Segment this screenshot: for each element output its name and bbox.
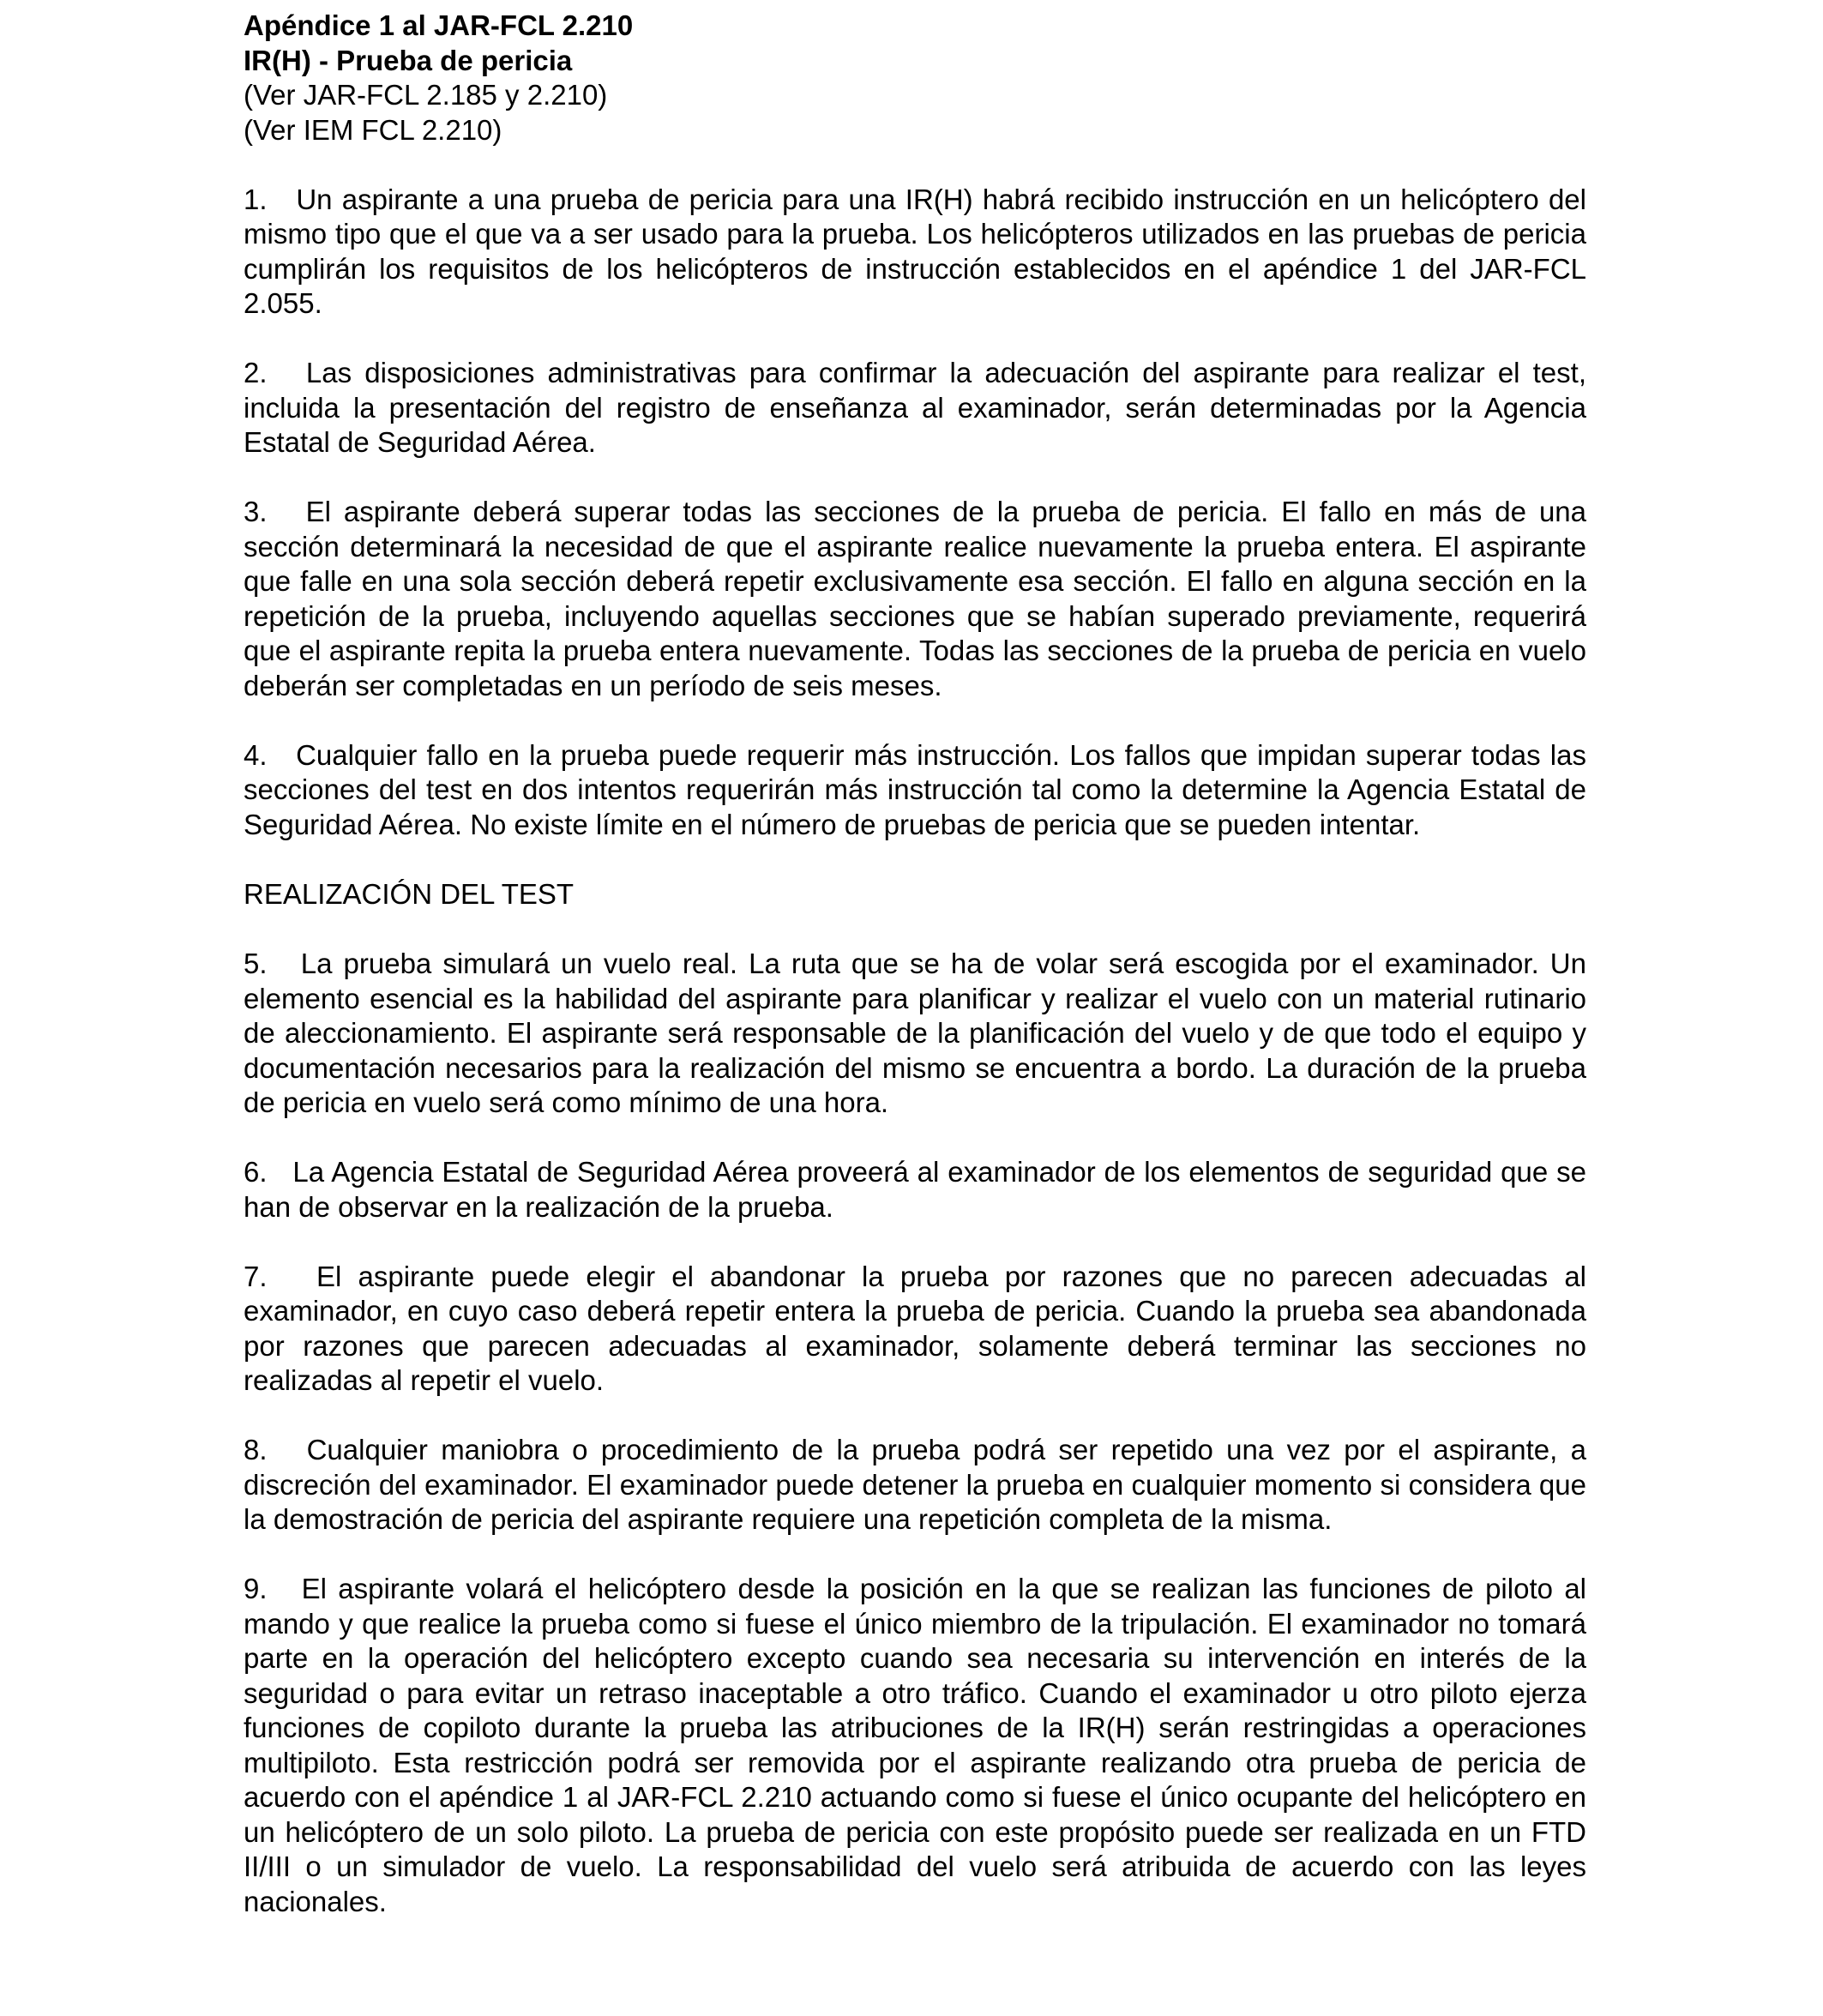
reference-line-1: (Ver JAR-FCL 2.185 y 2.210) (244, 79, 608, 111)
paragraph-group-b (244, 947, 1586, 1919)
document-header (244, 9, 1586, 147)
paragraph-text: El aspirante puede elegir el abandonar la prueba por razones que no parecen adecuadas al examinador, en cuyo caso deberá repetir entera la prueba de pericia. Cuando la prueba sea abandonada por razones que parecen adecuadas al examinador, solamente deberá terminar las secciones no realizadas al repetir el vuelo. (244, 1260, 1587, 1396)
paragraph-number: 9. (244, 1573, 268, 1604)
paragraph-text: Un aspirante a una prueba de pericia para una IR(H) habrá recibido instrucción en un helicóptero del mismo tipo que el que va a ser usado para la prueba. Los helicópteros utilizados en las pruebas de pericia cumplirán los requisitos de los helicópteros de instrucción establecidos en el apéndice 1 del JAR-FCL 2.055. (244, 183, 1586, 319)
paragraph-number: 6. (244, 1156, 268, 1188)
paragraph-text: El aspirante deberá superar todas las secciones de la prueba de pericia. El fallo en más de una sección determinará la necesidad de que el aspirante realice nuevamente la prueba entera. El aspirante que falle en una sola sección deberá repetir exclusivamente esa sección. El fallo en alguna sección en la repetición de la prueba, incluyendo aquellas secciones que se habían superado previamente, requerirá que el aspirante repita la prueba entera nuevamente. Todas las secciones de la prueba de pericia en vuelo deberán ser completadas en un período de seis meses. (244, 496, 1586, 701)
paragraph-number: 5. (244, 948, 268, 979)
numbered-paragraph (244, 1260, 1586, 1399)
paragraph-text: La prueba simulará un vuelo real. La ruta que se ha de volar será escogida por el examinador. Un elemento esencial es la habilidad del aspirante para planificar y realizar el vuelo con un material rutinario de aleccionamiento. El aspirante será responsable de la planificación del vuelo y de que todo el equipo y documentación necesarios para la realización del mismo se encuentra a bordo. La duración de la prueba de pericia en vuelo será como mínimo de una hora. (244, 948, 1586, 1118)
numbered-paragraph (244, 1572, 1586, 1919)
numbered-paragraph (244, 1433, 1586, 1538)
document-title: Apéndice 1 al JAR-FCL 2.210 (244, 9, 634, 41)
paragraph-number: 3. (244, 496, 268, 527)
paragraph-text: Cualquier maniobra o procedimiento de la prueba podrá ser repetido una vez por el aspirante, a discreción del examinador. El examinador puede detener la prueba en cualquier momento si considera que la demostración de pericia del aspirante requiere una repetición completa de la misma. (244, 1434, 1586, 1535)
paragraph-text: Cualquier fallo en la prueba puede requerir más instrucción. Los fallos que impidan superar todas las secciones del test en dos intentos requerirán más instrucción tal como la determine la Agencia Estatal de Seguridad Aérea. No existe límite en el número de pruebas de pericia que se pueden intentar. (244, 738, 1586, 840)
section-title: REALIZACIÓN DEL TEST (244, 878, 575, 910)
paragraph-number: 8. (244, 1434, 268, 1465)
paragraph-number: 4. (244, 738, 268, 771)
reference-line-2: (Ver IEM FCL 2.210) (244, 113, 502, 146)
document-subtitle: IR(H) - Prueba de pericia (244, 44, 573, 76)
numbered-paragraph (244, 495, 1586, 703)
paragraph-text: La Agencia Estatal de Seguridad Aérea proveerá al examinador de los elementos de seguridad que se han de observar en la realización de la prueba. (244, 1156, 1586, 1223)
paragraph-group-a (244, 183, 1586, 843)
paragraph-number: 2. (244, 357, 268, 388)
paragraph-number: 7. (244, 1260, 268, 1292)
paragraph-text: El aspirante volará el helicóptero desde la posición en la que se realizan las funciones de piloto al mando y que realice la prueba como si fuese el único miembro de la tripulación. El examinador no tomará parte en la operación del helicóptero excepto cuando sea necesaria su intervención en interés de la seguridad o para evitar un retraso inaceptable a otro tráfico. Cuando el examinador u otro piloto ejerza funciones de copiloto durante la prueba las atribuciones de la IR(H) serán restringidas a operaciones multipiloto. Esta restricción podrá ser removida por el aspirante realizando otra prueba de pericia de acuerdo con el apéndice 1 al JAR-FCL 2.210 actuando como si fuese el único ocupante del helicóptero en un helicóptero de un solo piloto. La prueba de pericia con este propósito puede ser realizada en un FTD II/III o un simulador de vuelo. La responsabilidad del vuelo será atribuida de acuerdo con las leyes nacionales. (244, 1573, 1587, 1917)
paragraph-number: 1. (244, 183, 268, 215)
numbered-paragraph (244, 947, 1586, 1121)
numbered-paragraph (244, 356, 1586, 460)
numbered-paragraph (244, 183, 1586, 322)
numbered-paragraph (244, 738, 1586, 843)
numbered-paragraph (244, 1155, 1586, 1225)
document-page (244, 9, 1586, 1954)
paragraph-text: Las disposiciones administrativas para confirmar la adecuación del aspirante para realizar el test, incluida la presentación del registro de enseñanza al examinador, serán determinadas por la Agencia Estatal de Seguridad Aérea. (244, 357, 1586, 458)
